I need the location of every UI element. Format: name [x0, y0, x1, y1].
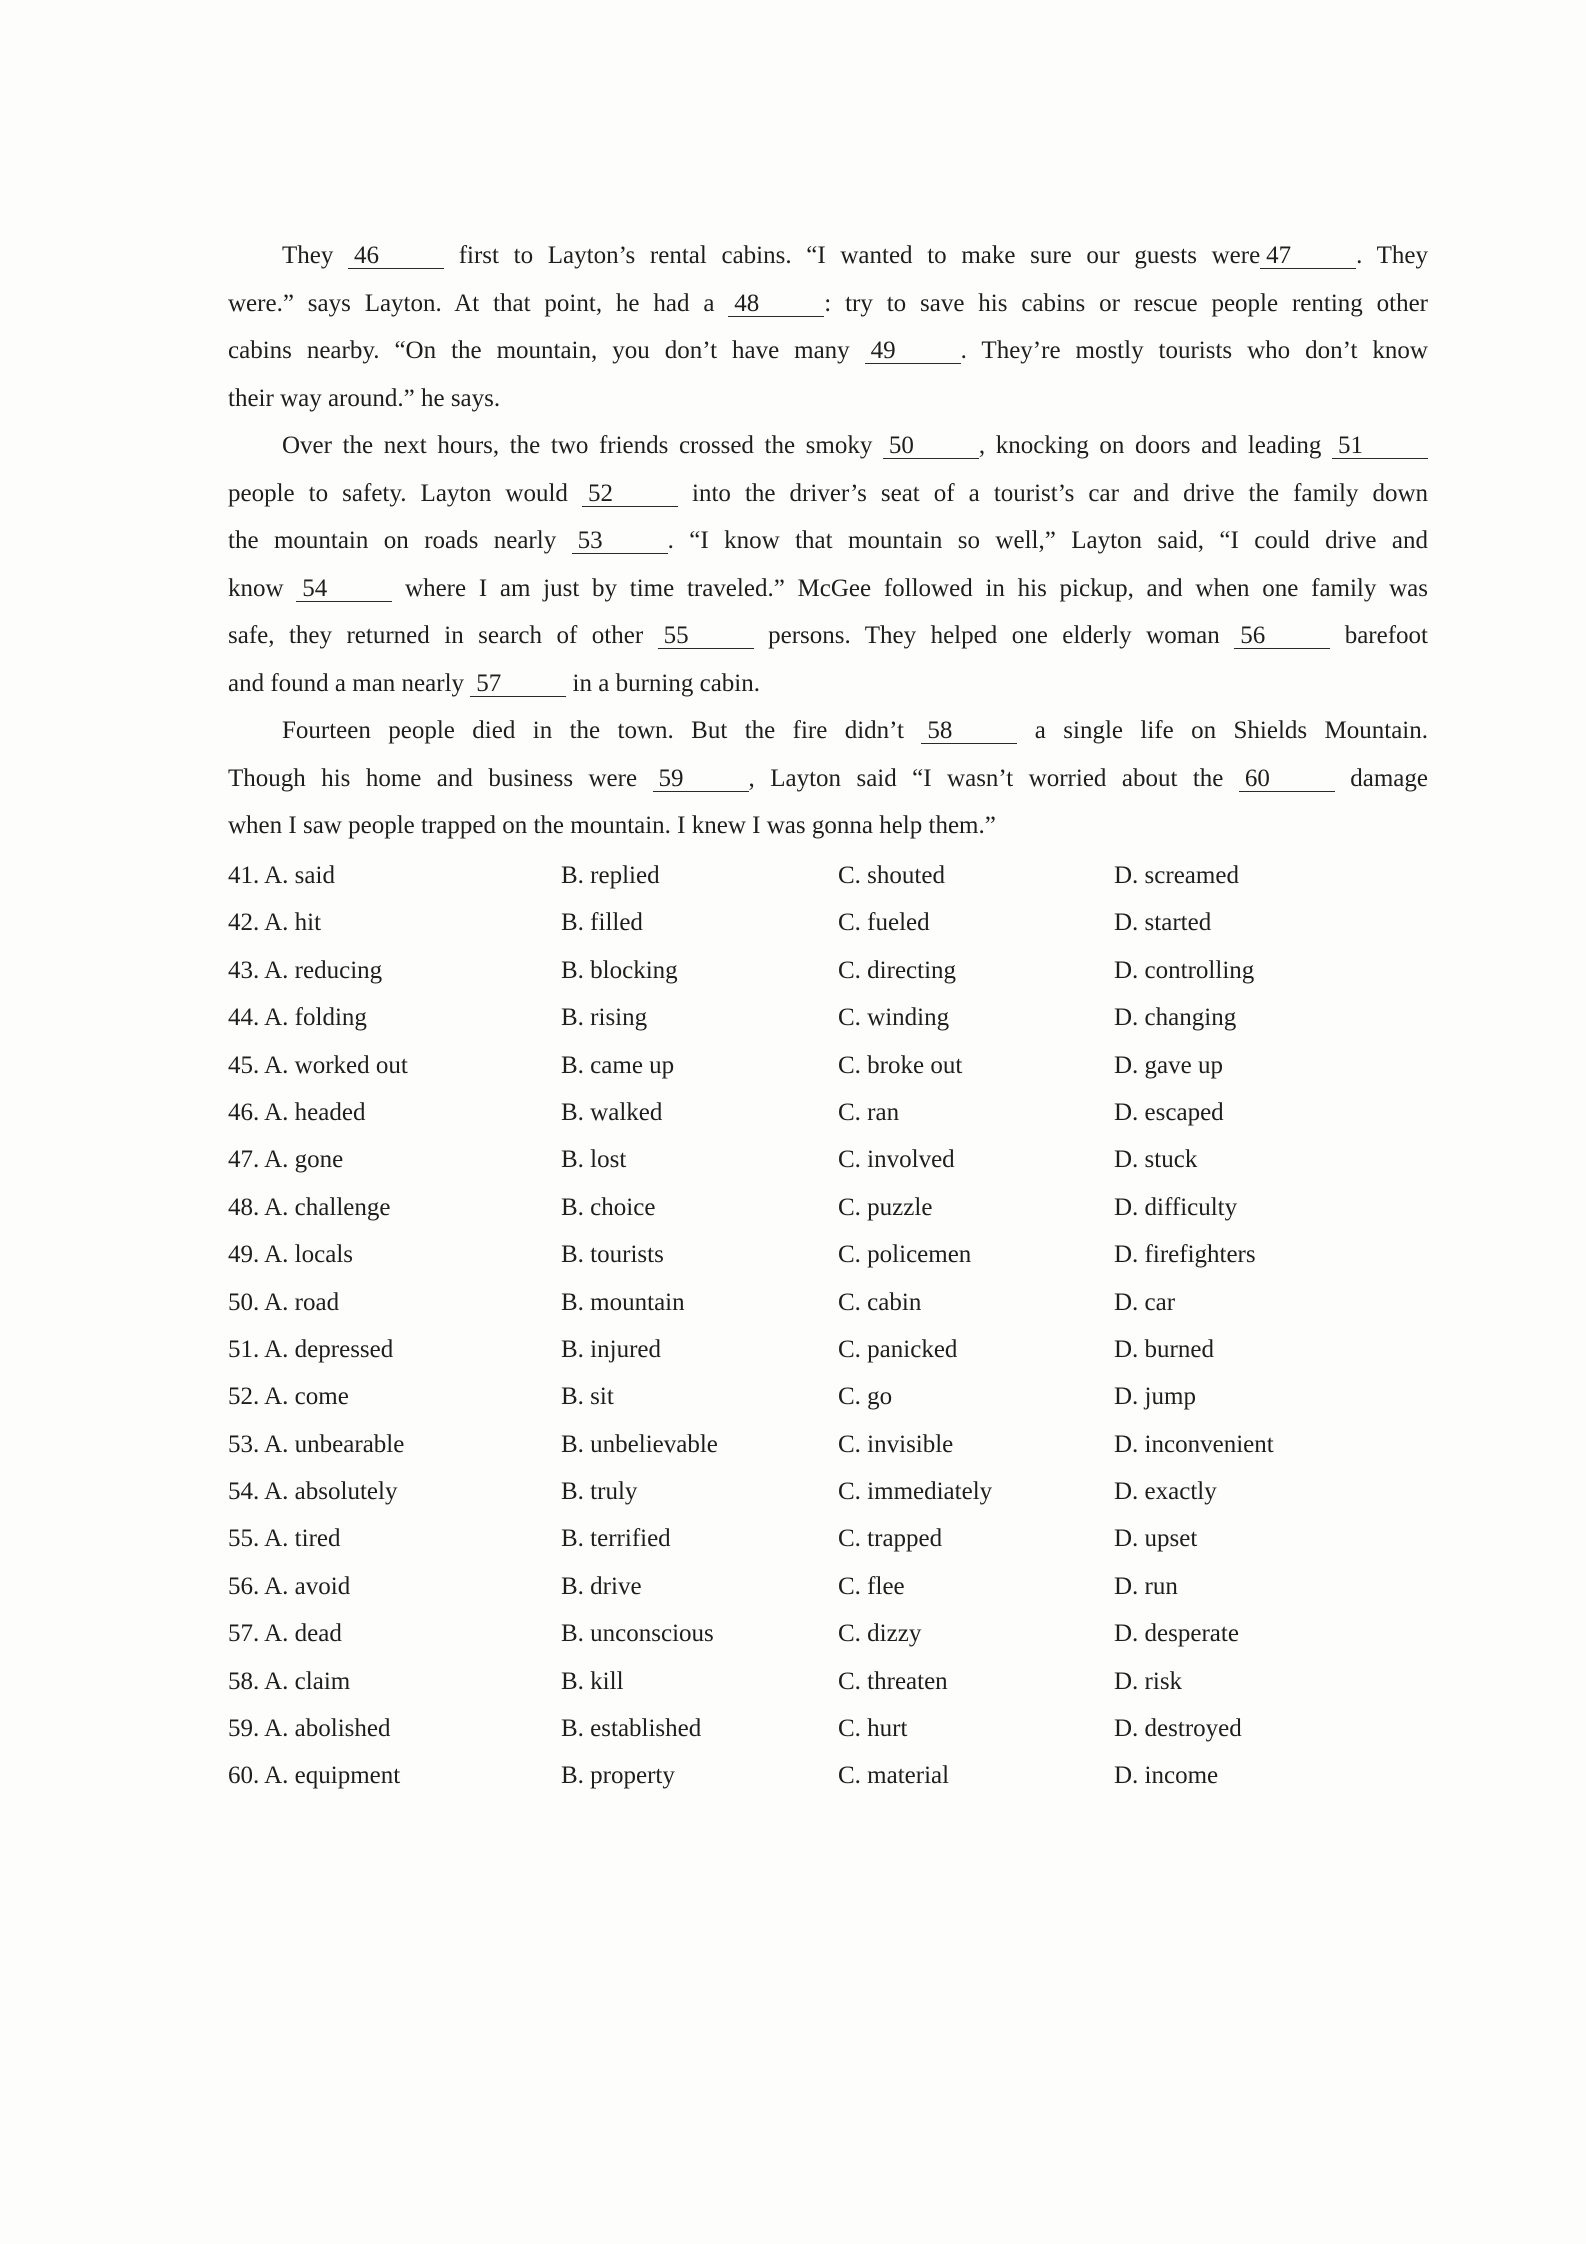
passage-text: in a burning cabin. — [566, 669, 760, 697]
question-number: 44. — [228, 1004, 260, 1032]
option-c: C. ran — [838, 1098, 900, 1126]
passage-text: the mountain on roads nearly — [228, 527, 572, 554]
question-number: 42. — [228, 909, 260, 937]
passage-paragraph — [228, 422, 1428, 707]
option-b: B. injured — [561, 1335, 661, 1363]
passage-text: first to Layton’s rental cabins. “I wanted to make sure our guests were — [444, 242, 1261, 269]
option-d: D. inconvenient — [1114, 1430, 1274, 1458]
passage-line — [228, 422, 1428, 470]
option-text: A. challenge — [264, 1193, 391, 1221]
question-number: 54. — [228, 1478, 260, 1506]
question-number: 49. — [228, 1241, 260, 1269]
option-text: A. tired — [264, 1525, 341, 1553]
option-b: B. truly — [561, 1478, 638, 1506]
question-row-48 — [228, 1184, 1428, 1231]
option-d: D. changing — [1114, 1004, 1237, 1032]
option-c: C. material — [838, 1762, 950, 1790]
option-text: A. hit — [264, 909, 322, 937]
option-d: D. car — [1114, 1288, 1176, 1316]
cloze-blank-46: 46 — [348, 244, 444, 269]
question-row-54 — [228, 1468, 1428, 1515]
option-text: A. headed — [264, 1098, 366, 1126]
option-c: C. threaten — [838, 1667, 948, 1695]
question-number: 57. — [228, 1620, 260, 1648]
question-row-42 — [228, 899, 1428, 946]
option-b: B. unbelievable — [561, 1430, 718, 1458]
passage-text: people to safety. Layton would — [228, 479, 582, 507]
option-a — [228, 1658, 350, 1705]
question-number: 43. — [228, 956, 260, 984]
passage-text: cabins nearby. “On the mountain, you don’t have many — [228, 337, 865, 364]
option-d: D. income — [1114, 1762, 1219, 1790]
option-c: C. go — [838, 1383, 893, 1411]
question-row-50 — [228, 1279, 1428, 1326]
passage-line — [228, 280, 1428, 328]
option-d: D. screamed — [1114, 862, 1239, 889]
question-row-45 — [228, 1042, 1428, 1089]
cloze-blank-58: 58 — [921, 719, 1017, 744]
cloze-blank-49: 49 — [865, 339, 961, 364]
passage-text: safe, they returned in search of other — [228, 622, 658, 649]
passage-text: , Layton said “I wasn’t worried about the — [748, 764, 1239, 792]
option-d: D. run — [1114, 1572, 1178, 1600]
option-c: C. panicked — [838, 1335, 958, 1363]
question-row-43 — [228, 947, 1428, 994]
passage-text: barefoot — [1330, 622, 1428, 649]
option-b: B. established — [561, 1715, 702, 1743]
passage-text: into the driver’s seat of a tourist’s car and drive the family down — [677, 479, 1429, 507]
option-b: B. sit — [561, 1383, 614, 1411]
passage-line — [228, 660, 1428, 708]
option-d: D. controlling — [1114, 956, 1255, 984]
question-row-49 — [228, 1231, 1428, 1278]
passage-text: and found a man nearly — [228, 669, 471, 697]
question-row-53 — [228, 1421, 1428, 1468]
option-a — [228, 899, 321, 946]
option-b: B. walked — [561, 1098, 663, 1126]
option-b: B. unconscious — [561, 1620, 714, 1648]
cloze-blank-55: 55 — [658, 624, 754, 649]
option-c: C. broke out — [838, 1051, 963, 1079]
question-number: 60. — [228, 1762, 260, 1790]
option-c: C. dizzy — [838, 1620, 922, 1648]
option-a — [228, 1326, 393, 1373]
cloze-blank-50: 50 — [883, 434, 979, 459]
question-row-47 — [228, 1136, 1428, 1183]
question-row-41 — [228, 852, 1428, 899]
option-a — [228, 1279, 339, 1326]
passage-text: where I am just by time traveled.” McGee followed in his pickup, and when one family was — [392, 574, 1428, 602]
option-c: C. flee — [838, 1572, 905, 1600]
option-a — [228, 1184, 390, 1231]
passage-text: : try to save his cabins or rescue people renting other — [824, 289, 1428, 317]
option-c: C. directing — [838, 956, 957, 984]
option-a — [228, 1515, 341, 1562]
option-c: C. fueled — [838, 909, 930, 937]
question-row-55 — [228, 1515, 1428, 1562]
passage-text: Over the next hours, the two friends crossed the smoky — [282, 432, 883, 459]
question-number: 56. — [228, 1572, 260, 1600]
question-number: 53. — [228, 1430, 260, 1458]
cloze-blank-56: 56 — [1234, 624, 1330, 649]
passage-text: They — [282, 242, 349, 269]
option-b: B. mountain — [561, 1288, 685, 1316]
question-row-56 — [228, 1563, 1428, 1610]
passage-text: Fourteen people died in the town. But the fire didn’t — [282, 717, 922, 744]
option-text: A. locals — [264, 1241, 353, 1269]
cloze-blank-54: 54 — [296, 577, 392, 602]
passage-line — [228, 707, 1428, 755]
question-row-51 — [228, 1326, 1428, 1373]
option-text: A. said — [264, 862, 335, 889]
cloze-blank-52: 52 — [582, 482, 678, 507]
passage-text: , knocking on doors and leading — [978, 432, 1332, 459]
cloze-blank-57: 57 — [470, 672, 566, 697]
option-b: B. came up — [561, 1051, 675, 1079]
option-c: C. puzzle — [838, 1193, 933, 1221]
passage-line — [228, 517, 1428, 565]
cloze-blank-48: 48 — [728, 292, 824, 317]
option-text: A. folding — [264, 1004, 367, 1032]
option-a — [228, 1231, 353, 1278]
option-a — [228, 1421, 404, 1468]
passage-text: damage — [1334, 764, 1429, 792]
option-c: C. winding — [838, 1004, 950, 1032]
option-a — [228, 1563, 350, 1610]
question-number: 47. — [228, 1146, 260, 1174]
option-c: C. policemen — [838, 1241, 972, 1269]
option-text: A. worked out — [264, 1051, 408, 1079]
option-d: D. escaped — [1114, 1098, 1224, 1126]
passage-text: . They’re mostly tourists who don’t know — [960, 337, 1428, 364]
question-number: 59. — [228, 1715, 260, 1743]
option-c: C. trapped — [838, 1525, 943, 1553]
option-b: B. kill — [561, 1667, 624, 1695]
passage-text: persons. They helped one elderly woman — [753, 622, 1235, 649]
option-d: D. jump — [1114, 1383, 1196, 1411]
option-d: D. stuck — [1114, 1146, 1198, 1174]
question-row-58 — [228, 1658, 1428, 1705]
option-a — [228, 1089, 365, 1136]
option-text: A. absolutely — [264, 1478, 398, 1506]
passage-text: Though his home and business were — [228, 764, 653, 792]
option-text: A. road — [264, 1288, 340, 1316]
option-c: C. hurt — [838, 1715, 908, 1743]
option-text: A. abolished — [264, 1715, 391, 1743]
option-a — [228, 1136, 343, 1183]
question-number: 48. — [228, 1193, 260, 1221]
option-b: B. replied — [561, 862, 660, 889]
passage-text: a single life on Shields Mountain. — [1017, 717, 1428, 744]
option-b: B. lost — [561, 1146, 627, 1174]
option-d: D. upset — [1114, 1525, 1198, 1553]
question-row-57 — [228, 1610, 1428, 1657]
passage-line — [228, 755, 1428, 803]
passage-text: . “I know that mountain so well,” Layton said, “I could drive and — [667, 527, 1429, 554]
passage-line — [228, 327, 1428, 375]
option-text: A. come — [264, 1383, 349, 1411]
passage-paragraph — [228, 707, 1428, 850]
option-text: A. claim — [264, 1667, 351, 1695]
question-number: 51. — [228, 1335, 260, 1363]
option-b: B. blocking — [561, 956, 678, 984]
option-a — [228, 1610, 342, 1657]
option-b: B. choice — [561, 1193, 656, 1221]
question-number: 50. — [228, 1288, 260, 1316]
option-b: B. drive — [561, 1572, 642, 1600]
question-number: 52. — [228, 1383, 260, 1411]
option-text: A. avoid — [264, 1572, 351, 1600]
passage-text: their way around.” he says. — [228, 384, 501, 412]
option-b: B. terrified — [561, 1525, 671, 1553]
cloze-blank-47: 47 — [1260, 244, 1356, 269]
option-a — [228, 947, 382, 994]
option-text: A. gone — [264, 1146, 344, 1174]
option-b: B. property — [561, 1762, 675, 1790]
option-d: D. desperate — [1114, 1620, 1239, 1648]
option-a — [228, 1752, 400, 1799]
option-a — [228, 1042, 408, 1089]
option-d: D. burned — [1114, 1335, 1214, 1363]
option-a — [228, 852, 335, 899]
option-text: A. depressed — [264, 1335, 394, 1363]
answer-options — [228, 852, 1428, 1800]
passage-line — [228, 612, 1428, 660]
option-text: A. dead — [264, 1620, 342, 1648]
option-d: D. exactly — [1114, 1478, 1217, 1506]
option-c: C. immediately — [838, 1478, 993, 1506]
option-c: C. cabin — [838, 1288, 922, 1316]
cloze-blank-59: 59 — [653, 767, 749, 792]
question-row-44 — [228, 994, 1428, 1041]
cloze-passage — [228, 232, 1428, 850]
option-b: B. filled — [561, 909, 643, 937]
option-d: D. destroyed — [1114, 1715, 1242, 1743]
question-number: 41. — [228, 862, 260, 889]
option-d: D. started — [1114, 909, 1212, 937]
passage-line — [228, 565, 1428, 613]
option-text: A. unbearable — [264, 1430, 405, 1458]
option-d: D. gave up — [1114, 1051, 1223, 1079]
question-row-52 — [228, 1373, 1428, 1420]
passage-paragraph — [228, 232, 1428, 422]
passage-text: were.” says Layton. At that point, he had a — [228, 289, 729, 317]
question-number: 58. — [228, 1667, 260, 1695]
option-d: D. difficulty — [1114, 1193, 1238, 1221]
passage-line — [228, 232, 1428, 280]
question-row-59 — [228, 1705, 1428, 1752]
passage-line — [228, 802, 1428, 850]
option-a — [228, 1705, 391, 1752]
option-a — [228, 1373, 349, 1420]
passage-line — [228, 375, 1428, 423]
option-c: C. invisible — [838, 1430, 954, 1458]
option-c: C. shouted — [838, 862, 945, 889]
question-row-46 — [228, 1089, 1428, 1136]
passage-text: know — [228, 574, 297, 602]
option-a — [228, 1468, 397, 1515]
option-a — [228, 994, 367, 1041]
option-d: D. risk — [1114, 1667, 1183, 1695]
option-b: B. tourists — [561, 1241, 664, 1269]
cloze-blank-53: 53 — [572, 529, 668, 554]
question-number: 55. — [228, 1525, 260, 1553]
option-b: B. rising — [561, 1004, 648, 1032]
passage-line — [228, 470, 1428, 518]
question-row-60 — [228, 1752, 1428, 1799]
passage-text: . They — [1356, 242, 1429, 269]
question-number: 46. — [228, 1098, 260, 1126]
cloze-blank-60: 60 — [1239, 767, 1335, 792]
cloze-blank-51: 51 — [1332, 434, 1428, 459]
option-d: D. firefighters — [1114, 1241, 1256, 1269]
passage-text: when I saw people trapped on the mountain. I knew I was gonna help them.” — [228, 812, 996, 839]
question-number: 45. — [228, 1051, 260, 1079]
option-text: A. equipment — [264, 1762, 401, 1790]
option-c: C. involved — [838, 1146, 955, 1174]
option-text: A. reducing — [264, 956, 383, 984]
